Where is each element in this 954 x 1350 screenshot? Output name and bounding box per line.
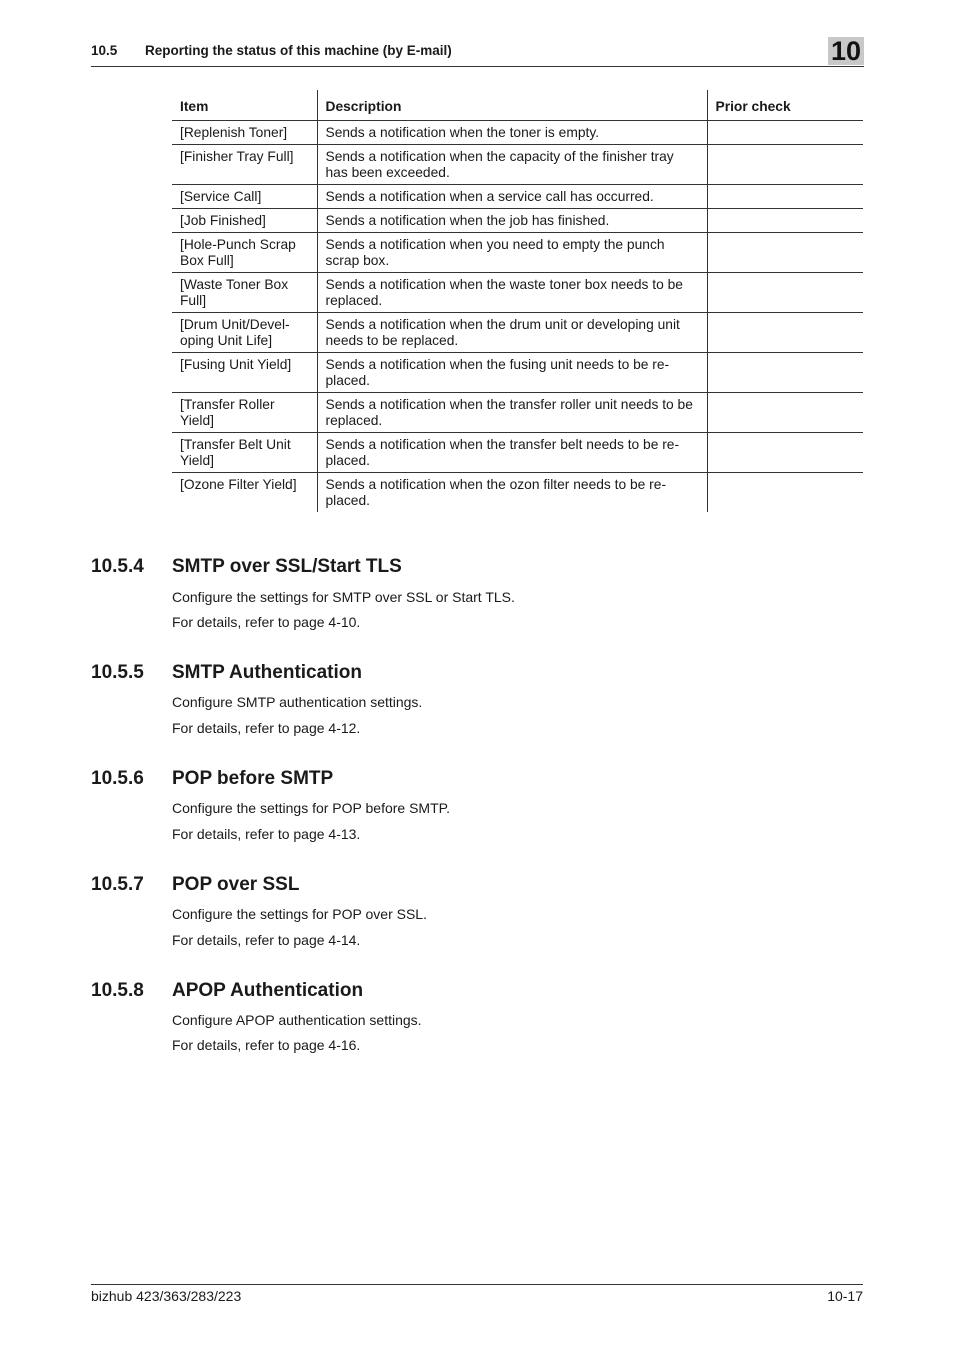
section-text: Configure the settings for POP over SSL. — [172, 906, 427, 922]
section-number: 10.5.6 — [91, 768, 144, 789]
description-cell: Sends a notification when the transfer roller unit needs to be replaced. — [317, 393, 707, 433]
column-header-description: Description — [317, 90, 707, 121]
page-header — [91, 36, 864, 67]
section-heading: POP over SSL — [172, 874, 300, 895]
column-header-prior-check: Prior check — [707, 90, 863, 121]
prior-check-cell — [707, 393, 863, 433]
section-text: Configure the settings for POP before SMTP. — [172, 800, 451, 816]
table-row — [172, 185, 863, 209]
table-row — [172, 433, 863, 473]
section-reference: For details, refer to page 4-12. — [172, 720, 361, 736]
table-row — [172, 273, 863, 313]
section-number: 10.5.7 — [91, 874, 144, 895]
description-cell: Sends a notification when the transfer belt needs to be re-placed. — [317, 433, 707, 473]
section-text: Configure SMTP authentication settings. — [172, 694, 423, 710]
section-heading: SMTP over SSL/Start TLS — [172, 556, 402, 577]
section-reference: For details, refer to page 4-10. — [172, 614, 361, 630]
table-row — [172, 353, 863, 393]
prior-check-cell — [707, 233, 863, 273]
notification-items-table — [172, 90, 863, 512]
prior-check-cell — [707, 185, 863, 209]
header-section-title: Reporting the status of this machine (by E-mail) — [145, 43, 452, 58]
column-header-item: Item — [172, 90, 317, 121]
description-cell: Sends a notification when the toner is empty. — [317, 121, 707, 145]
footer-page-number: 10-17 — [827, 1288, 863, 1304]
section-reference: For details, refer to page 4-14. — [172, 932, 361, 948]
prior-check-cell — [707, 145, 863, 185]
section-heading: SMTP Authentication — [172, 662, 362, 683]
section-reference: For details, refer to page 4-13. — [172, 826, 361, 842]
section-number: 10.5.8 — [91, 980, 144, 1001]
chapter-number-badge: 10 — [828, 37, 864, 65]
item-cell: [Drum Unit/Devel-oping Unit Life] — [172, 313, 317, 353]
section-number: 10.5.4 — [91, 556, 144, 577]
description-cell: Sends a notification when the ozon filter needs to be re-placed. — [317, 473, 707, 513]
item-cell: [Replenish Toner] — [172, 121, 317, 145]
table-row — [172, 233, 863, 273]
description-cell: Sends a notification when the drum unit or developing unit needs to be replaced. — [317, 313, 707, 353]
prior-check-cell — [707, 313, 863, 353]
prior-check-cell — [707, 121, 863, 145]
item-cell: [Hole-Punch Scrap Box Full] — [172, 233, 317, 273]
table-row — [172, 121, 863, 145]
description-cell: Sends a notification when a service call has occurred. — [317, 185, 707, 209]
item-cell: [Service Call] — [172, 185, 317, 209]
table-row — [172, 473, 863, 513]
table-row — [172, 145, 863, 185]
item-cell: [Job Finished] — [172, 209, 317, 233]
description-cell: Sends a notification when the job has finished. — [317, 209, 707, 233]
page-footer — [91, 1284, 863, 1304]
prior-check-cell — [707, 473, 863, 513]
item-cell: [Finisher Tray Full] — [172, 145, 317, 185]
description-cell: Sends a notification when the capacity of the finisher tray has been exceeded. — [317, 145, 707, 185]
header-section-number: 10.5 — [91, 43, 118, 58]
table-row — [172, 393, 863, 433]
description-cell: Sends a notification when the waste toner box needs to be replaced. — [317, 273, 707, 313]
section-text: Configure the settings for SMTP over SSL or Start TLS. — [172, 589, 515, 605]
description-cell: Sends a notification when the fusing unit needs to be re-placed. — [317, 353, 707, 393]
table-row — [172, 313, 863, 353]
section-number: 10.5.5 — [91, 662, 144, 683]
item-cell: [Ozone Filter Yield] — [180, 477, 297, 492]
item-cell: [Waste Toner Box Full] — [172, 273, 317, 313]
table-row — [172, 209, 863, 233]
section-heading: POP before SMTP — [172, 768, 334, 789]
section-text: Configure APOP authentication settings. — [172, 1012, 422, 1028]
footer-model-name: bizhub 423/363/283/223 — [91, 1288, 242, 1304]
prior-check-cell — [707, 273, 863, 313]
section-reference: For details, refer to page 4-16. — [172, 1037, 361, 1053]
prior-check-cell — [707, 209, 863, 233]
section-heading: APOP Authentication — [172, 980, 364, 1001]
prior-check-cell — [707, 433, 863, 473]
item-cell: [Fusing Unit Yield] — [172, 353, 317, 393]
table-header-row — [172, 90, 863, 121]
prior-check-cell — [707, 353, 863, 393]
item-cell: [Transfer Belt Unit Yield] — [172, 433, 317, 473]
description-cell: Sends a notification when you need to empty the punch scrap box. — [317, 233, 707, 273]
item-cell: [Transfer Roller Yield] — [172, 393, 317, 433]
